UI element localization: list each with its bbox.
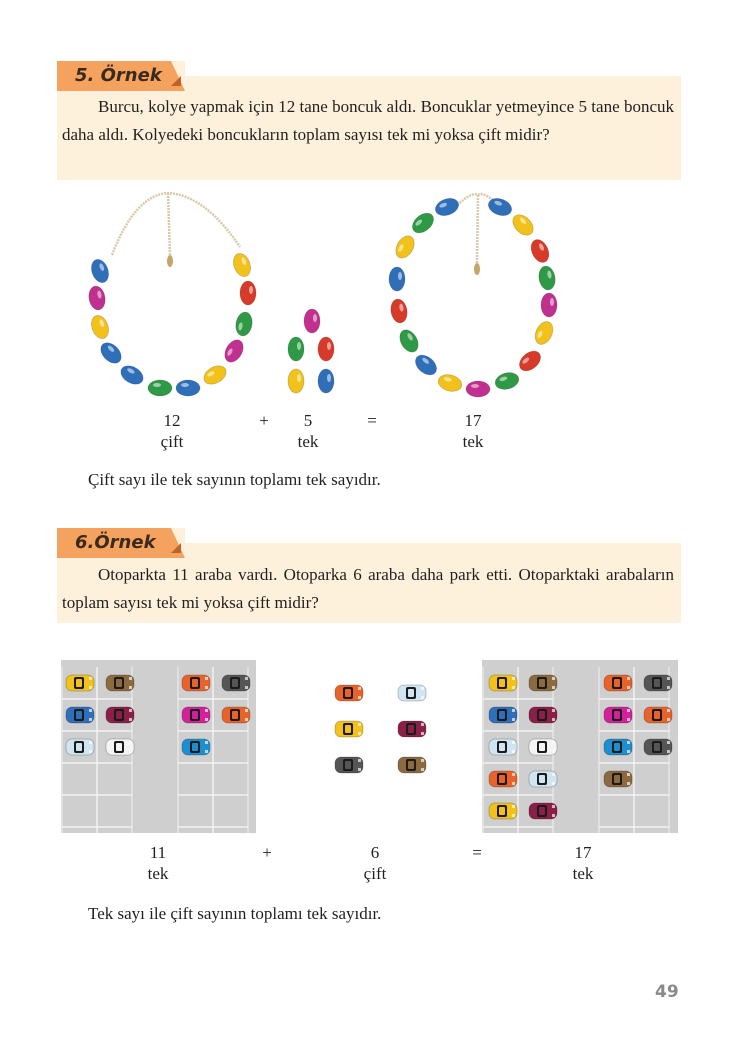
ex6-equals: = <box>472 843 482 862</box>
car-icon <box>604 675 632 691</box>
pendant-icon <box>474 263 480 275</box>
car-icon <box>182 707 210 723</box>
ex5-label-a: 12 çift <box>160 411 184 451</box>
bead-icon <box>201 362 230 388</box>
bead-icon <box>466 381 490 397</box>
bead-icon <box>433 195 461 218</box>
car-icon <box>644 675 672 691</box>
car-icon <box>529 739 557 755</box>
car-icon <box>66 707 94 723</box>
car-icon <box>529 803 557 819</box>
bead-icon <box>532 319 557 348</box>
bead-icon <box>118 362 147 388</box>
car-icon <box>604 707 632 723</box>
bead-icon <box>176 380 200 396</box>
bead-icon <box>493 370 520 392</box>
ex5-label-b: 5 tek <box>297 411 319 451</box>
bead-icon <box>389 298 409 324</box>
bead-icon <box>392 233 418 262</box>
car-icon <box>529 707 557 723</box>
bead-icon <box>509 211 537 239</box>
car-icon <box>106 707 134 723</box>
ex6-plus: + <box>262 843 272 862</box>
car-icon <box>335 757 363 773</box>
example-5-tag <box>57 61 185 91</box>
example-5-problem: Burcu, kolye yapmak için 12 tane boncuk aldı. Boncuklar yetmeyince 5 tane boncuk daha aldı. Kolyedeki boncukların toplam sayısı tek mi yoksa çift midir? <box>62 97 674 144</box>
ex6-label-b: 6 çift <box>363 843 387 883</box>
bead-icon <box>234 311 254 337</box>
car-icon <box>106 739 134 755</box>
ex6-label-c: 17 tek <box>572 843 594 883</box>
ex5-plus: + <box>259 411 269 430</box>
car-icon <box>398 757 426 773</box>
bead-icon <box>516 347 545 375</box>
necklace-illustration <box>0 185 737 415</box>
bead-icon <box>288 369 304 393</box>
car-icon <box>222 675 250 691</box>
bead-icon <box>318 337 334 361</box>
bead-icon <box>230 251 253 279</box>
bead-icon <box>412 351 441 379</box>
car-icon <box>644 707 672 723</box>
car-icon <box>106 675 134 691</box>
car-icon <box>644 739 672 755</box>
bead-icon <box>240 281 256 305</box>
bead-icon <box>528 237 553 266</box>
bead-icon <box>486 195 514 218</box>
car-icon <box>489 771 517 787</box>
car-icon <box>529 675 557 691</box>
bead-icon <box>88 313 111 341</box>
ex5-label-c: 17 tek <box>462 411 484 451</box>
car-icon <box>335 685 363 701</box>
page-number: 49 <box>655 982 679 1002</box>
example-6-problem: Otoparkta 11 araba vardı. Otoparka 6 araba daha park etti. Otoparktaki arabaların toplam sayısı tek mi yoksa çift midir? <box>62 565 674 612</box>
parking-illustration <box>0 655 737 840</box>
bead-icon <box>541 293 557 317</box>
bead-icon <box>288 337 304 361</box>
car-icon <box>182 675 210 691</box>
car-icon <box>489 803 517 819</box>
bead-icon <box>436 372 463 394</box>
car-icon <box>182 739 210 755</box>
example-6-tag <box>57 528 185 558</box>
car-icon <box>489 707 517 723</box>
car-icon <box>335 721 363 737</box>
car-icon <box>66 675 94 691</box>
example-6-title: 6.Örnek <box>75 532 156 553</box>
bead-icon <box>318 369 334 393</box>
example-5-title: 5. Örnek <box>75 65 162 86</box>
car-icon <box>398 685 426 701</box>
bead-icon <box>87 285 107 311</box>
bead-icon <box>409 209 438 237</box>
car-icon <box>489 739 517 755</box>
bead-icon <box>389 267 405 291</box>
bead-icon <box>97 339 125 367</box>
bead-icon <box>221 337 247 366</box>
ex5-conclusion: Çift sayı ile tek sayının toplamı tek sayıdır. <box>88 470 381 489</box>
bead-icon <box>148 380 172 396</box>
ex5-equals: = <box>367 411 377 430</box>
car-icon <box>489 675 517 691</box>
car-icon <box>398 721 426 737</box>
ex6-conclusion: Tek sayı ile çift sayının toplamı tek sayıdır. <box>88 904 382 923</box>
bead-icon <box>88 257 111 285</box>
car-icon <box>604 771 632 787</box>
car-icon <box>66 739 94 755</box>
pendant-icon <box>167 255 173 267</box>
car-icon <box>529 771 557 787</box>
bead-icon <box>537 265 557 291</box>
car-icon <box>222 707 250 723</box>
bead-icon <box>396 327 422 356</box>
bead-icon <box>304 309 320 333</box>
ex6-label-a: 11 tek <box>147 843 169 883</box>
car-icon <box>604 739 632 755</box>
